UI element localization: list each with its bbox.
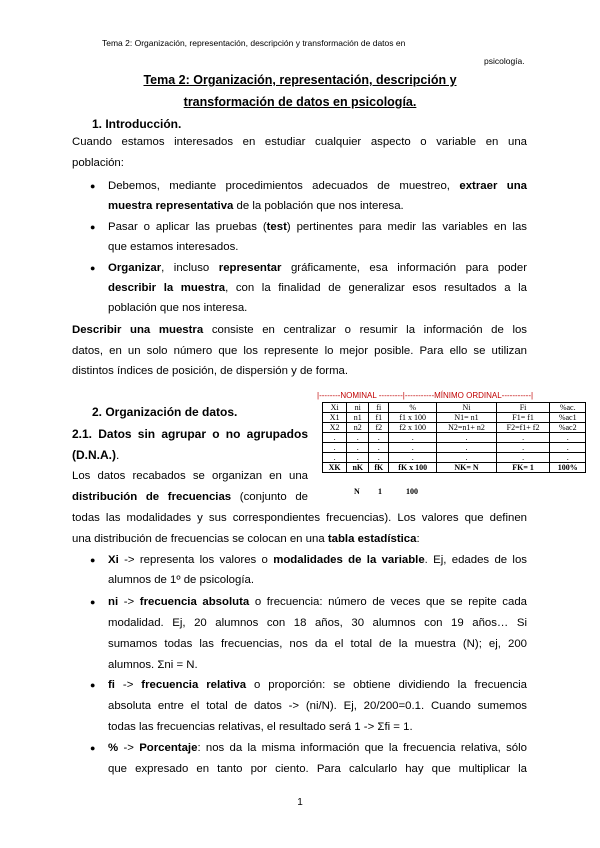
table-cell: . bbox=[369, 453, 389, 463]
table-cell: n1 bbox=[347, 413, 369, 423]
table-cell: . bbox=[389, 433, 437, 443]
table-cell: . bbox=[437, 453, 496, 463]
def-ni-line2: modalidad. Ej, 20 alumnos con 18 años, 30 alumnos con 19 años… Si bbox=[108, 617, 527, 629]
table-header-cell: fi bbox=[369, 403, 389, 413]
section-heading-introduccion: 1. Introducción. bbox=[92, 117, 182, 131]
table-cell: NK= N bbox=[437, 463, 496, 473]
table-row bbox=[323, 433, 586, 443]
running-header-line1: Tema 2: Organización, representación, descripción y transformación de datos en bbox=[102, 38, 406, 48]
distribution-line4: una distribución de frecuencias se colocan en una tabla estadística: bbox=[72, 533, 420, 545]
bullet1-line2: muestra representativa de la población que nos interesa. bbox=[108, 200, 404, 212]
bullet-dot: ● bbox=[90, 680, 96, 690]
table-cell: . bbox=[496, 433, 550, 443]
table-total-pct: 100 bbox=[406, 487, 418, 496]
bullet-dot: ● bbox=[90, 743, 96, 753]
table-cell: %ac1 bbox=[550, 413, 586, 423]
describe-line3: distintos índices de posición, de dispersión y de forma. bbox=[72, 365, 349, 377]
table-header-row bbox=[323, 403, 586, 413]
table-cell: %ac2 bbox=[550, 423, 586, 433]
subsection-heading: 2.1. Datos sin agrupar o no agrupados bbox=[72, 427, 308, 441]
def-fi-line2: absoluta entre el total de datos -> (ni/N). Ej, 20/200=0.1. Cuando sumemos bbox=[108, 700, 527, 712]
intro-line2: población: bbox=[72, 157, 124, 169]
table-row bbox=[323, 423, 586, 433]
table-cell: N1= n1 bbox=[437, 413, 496, 423]
table-header-cell: Xi bbox=[323, 403, 347, 413]
bullet1-line1: Debemos, mediante procedimientos adecuados de muestreo, extraer una bbox=[108, 180, 528, 192]
table-cell: F1= f1 bbox=[496, 413, 550, 423]
table-cell: . bbox=[347, 443, 369, 453]
table-cell: X2 bbox=[323, 423, 347, 433]
table-cell: . bbox=[389, 453, 437, 463]
table-header-cell: Ni bbox=[437, 403, 496, 413]
table-cell: N2=n1+ n2 bbox=[437, 423, 496, 433]
table-cell: . bbox=[347, 453, 369, 463]
table-cell: . bbox=[369, 443, 389, 453]
def-ni-line3: sumamos todas las frecuencias, nos da el total de la muestra (N); ej, 200 bbox=[108, 638, 527, 650]
table-cell: F2=f1+ f2 bbox=[496, 423, 550, 433]
def-xi-line2: alumnos de 1º de psicología. bbox=[108, 574, 255, 586]
table-total-f: 1 bbox=[378, 487, 382, 496]
table-cell: XK bbox=[323, 463, 347, 473]
bullet3-line1: Organizar, incluso representar gráficamente, esa información para poder bbox=[108, 262, 528, 274]
table-cell: FK= 1 bbox=[496, 463, 550, 473]
bullet-dot: ● bbox=[90, 181, 96, 191]
table-cell: X1 bbox=[323, 413, 347, 423]
table-cell: . bbox=[323, 433, 347, 443]
table-header-cell: % bbox=[389, 403, 437, 413]
table-cell: nK bbox=[347, 463, 369, 473]
table-cell: . bbox=[323, 453, 347, 463]
table-cell: f1 x 100 bbox=[389, 413, 437, 423]
table-cell: . bbox=[389, 443, 437, 453]
table-cell: n2 bbox=[347, 423, 369, 433]
distribution-line3: todas las modalidades y sus correspondientes frecuencias). Los valores que definen bbox=[72, 512, 527, 524]
table-cell: f2 x 100 bbox=[389, 423, 437, 433]
bullet3-line2: describir la muestra, con la finalidad de generalizar esos resultados a la bbox=[108, 282, 527, 294]
table-cell: . bbox=[550, 453, 586, 463]
bullet-dot: ● bbox=[90, 597, 96, 607]
def-fi-line3: todas las frecuencias relativas, el resultado será 1 -> Σfi = 1. bbox=[108, 721, 413, 733]
page-title-line1: Tema 2: Organización, representación, descripción y bbox=[143, 73, 457, 87]
def-xi-line1: Xi -> representa los valores o modalidades de la variable. Ej, edades de los bbox=[108, 554, 527, 566]
table-cell: . bbox=[496, 443, 550, 453]
subsection-heading-abbrev: (D.N.A.). bbox=[72, 448, 120, 462]
table-cell: f2 bbox=[369, 423, 389, 433]
table-cell: . bbox=[323, 443, 347, 453]
table-cell: . bbox=[550, 443, 586, 453]
table-cell: . bbox=[550, 433, 586, 443]
table-cell: . bbox=[369, 433, 389, 443]
def-pct-line1: % -> Porcentaje: nos da la misma información que la frecuencia relativa, sólo bbox=[108, 742, 527, 754]
table-header-cell: ni bbox=[347, 403, 369, 413]
describe-line1: Describir una muestra consiste en centralizar o resumir la información de los bbox=[72, 324, 527, 336]
table-row bbox=[323, 453, 586, 463]
running-header-line2: psicología. bbox=[484, 56, 525, 66]
intro-line1: Cuando estamos interesados en estudiar cualquier aspecto o variable en una bbox=[72, 136, 527, 148]
distribution-line1: Los datos recabados se organizan en una bbox=[72, 470, 308, 482]
table-row bbox=[323, 413, 586, 423]
page-number: 1 bbox=[297, 797, 303, 808]
table-cell: f1 bbox=[369, 413, 389, 423]
table-cell: fK x 100 bbox=[389, 463, 437, 473]
table-cell: . bbox=[437, 443, 496, 453]
table-caption-nominal-ordinal: |--------NOMINAL ---------|-----------MÍNIMO ORDINAL-----------| bbox=[317, 391, 534, 400]
table-total-n: N bbox=[354, 487, 360, 496]
section-heading-organizacion: 2. Organización de datos. bbox=[92, 405, 238, 419]
describe-line2: datos, en un solo número que los represente lo mejor posible. Para ello se utilizan bbox=[72, 345, 527, 357]
table-cell: fK bbox=[369, 463, 389, 473]
frequency-table bbox=[322, 402, 586, 473]
bullet3-line3: población que nos interesa. bbox=[108, 302, 248, 314]
bullet-dot: ● bbox=[90, 555, 96, 565]
page-title-line2: transformación de datos en psicología. bbox=[183, 95, 417, 109]
table-row bbox=[323, 443, 586, 453]
table-header-cell: Fi bbox=[496, 403, 550, 413]
table-cell: . bbox=[347, 433, 369, 443]
table-cell: 100% bbox=[550, 463, 586, 473]
table-cell: . bbox=[496, 453, 550, 463]
def-fi-line1: fi -> frecuencia relativa o proporción: se obtiene dividiendo la frecuencia bbox=[108, 679, 528, 691]
table-cell: . bbox=[437, 433, 496, 443]
bullet2-line2: que estamos interesados. bbox=[108, 241, 239, 253]
table-header-cell: %ac. bbox=[550, 403, 586, 413]
table-row bbox=[323, 463, 586, 473]
bullet-dot: ● bbox=[90, 222, 96, 232]
bullet-dot: ● bbox=[90, 263, 96, 273]
distribution-line2: distribución de frecuencias (conjunto de bbox=[72, 491, 308, 503]
def-ni-line4: alumnos. Σni = N. bbox=[108, 659, 198, 671]
def-ni-line1: ni -> frecuencia absoluta o frecuencia: número de veces que se repite cada bbox=[108, 596, 527, 608]
bullet2-line1: Pasar o aplicar las pruebas (test) pertinentes para medir las variables en las bbox=[108, 221, 527, 233]
def-pct-line2: que expresado en tanto por ciento. Para calcularlo hay que multiplicar la bbox=[108, 763, 527, 775]
